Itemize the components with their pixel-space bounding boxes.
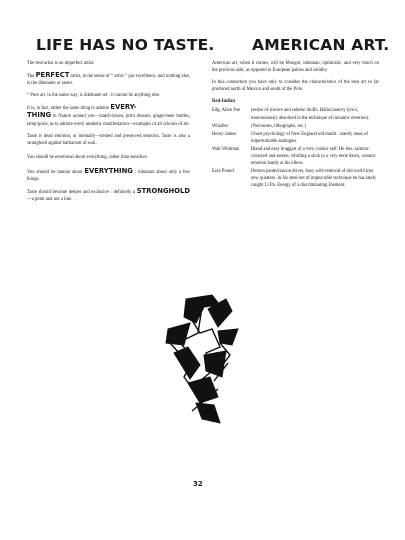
paragraph [27, 188, 190, 203]
list-item [212, 123, 379, 130]
text-run: in Nature around you—match-boxes, print dresses, ginger-beer bottles, lamp-posts, as to admire every aesthetic manifestation—examples of all schools of art. [27, 114, 190, 127]
artist-description: Demon pantechnicon driver, busy with removal of old world into new quarters. In his steel net of impeccable technique he has lately caught Li Po. Energy of a discriminating Element. [251, 169, 377, 189]
page-number: 32 [193, 480, 203, 488]
paragraph: “ Pure art, in the same way, is dilettante art : it cannot be anything else. [27, 93, 161, 99]
article-title: AMERICAN ART. [252, 36, 390, 54]
paragraph: The best artist is an imperfect artist. [27, 61, 95, 66]
paragraph: Taste is dead emotion, or mentally—treated and preserved emotion. Taste is also a stronghold against barbarism of soul. [27, 133, 190, 146]
emphasis-word: EVERY- [110, 103, 137, 112]
emphasis-word: STRONGHOLD [136, 187, 190, 196]
emphasis-word: EVERYTHING [84, 166, 133, 175]
artist-name: Henry James [212, 131, 237, 137]
artist-description: Bland and easy braggart of a very cosmic self. He lies, salmon-coloured and serene, whirling a stick in a very eerie dawn, oceanic emotion handy at his elbow. [251, 146, 376, 167]
artist-name: Whistler [212, 123, 229, 129]
vorticist-illustration [160, 293, 244, 425]
artist-name: Ezra Pound [212, 169, 234, 175]
text-run: —a point and not a line. [27, 197, 73, 203]
article-title: LIFE HAS NO TASTE. [36, 36, 215, 54]
artist-name: Edg. Allen Poe [212, 108, 241, 114]
paragraph [27, 72, 190, 87]
list-item [212, 131, 379, 145]
emphasis-word: PERFECT [35, 71, 70, 80]
text-run: Taste should become deeper and exclusive : definitely a [27, 190, 136, 196]
paragraph [27, 104, 190, 127]
emphasis-word: THING [27, 111, 52, 120]
right-column [212, 36, 390, 191]
text-run: : inhuman about only a few things. [27, 169, 191, 183]
artist-name: Walt Whitman [212, 146, 240, 152]
paragraph: You should be emotional about everything, rather than sensitive. [27, 154, 148, 160]
list-item [212, 107, 379, 121]
text-run: You should be human about [27, 169, 83, 175]
left-column [27, 36, 215, 208]
paragraph: In this connection you have only to consider the characteristics of the best art so far produced north of Mexico and south of the Pole. [212, 80, 379, 93]
paragraph: American art, when it comes, will be Mongol, inhuman, optimistic, and very much on the precious side, as opposed to European pathos and solidity. [212, 61, 379, 74]
paragraph [27, 168, 190, 183]
subheading: Red-Indian [212, 99, 235, 105]
text-run: It is, in fact, rather the same thing to admire [27, 106, 110, 112]
artist-list [212, 107, 379, 189]
text-run: The [27, 74, 35, 80]
list-item [212, 146, 379, 167]
artist-description: Ghost psychology of New England old maids : stately mass of imperturbable analogies. [251, 131, 368, 144]
list-item [212, 168, 379, 189]
text-run: artist, in the sense of “ artist ” par excellence, and nothing else, is the dilettante or taster. [27, 74, 190, 87]
artist-description: (series of sincere and solemn bluffs. Hallucinatory lyrics, monotonously absorbed in the technique of romantic emotion). [251, 108, 370, 121]
artist-description: (Nocturnes, lithographs, etc.) [251, 123, 306, 129]
